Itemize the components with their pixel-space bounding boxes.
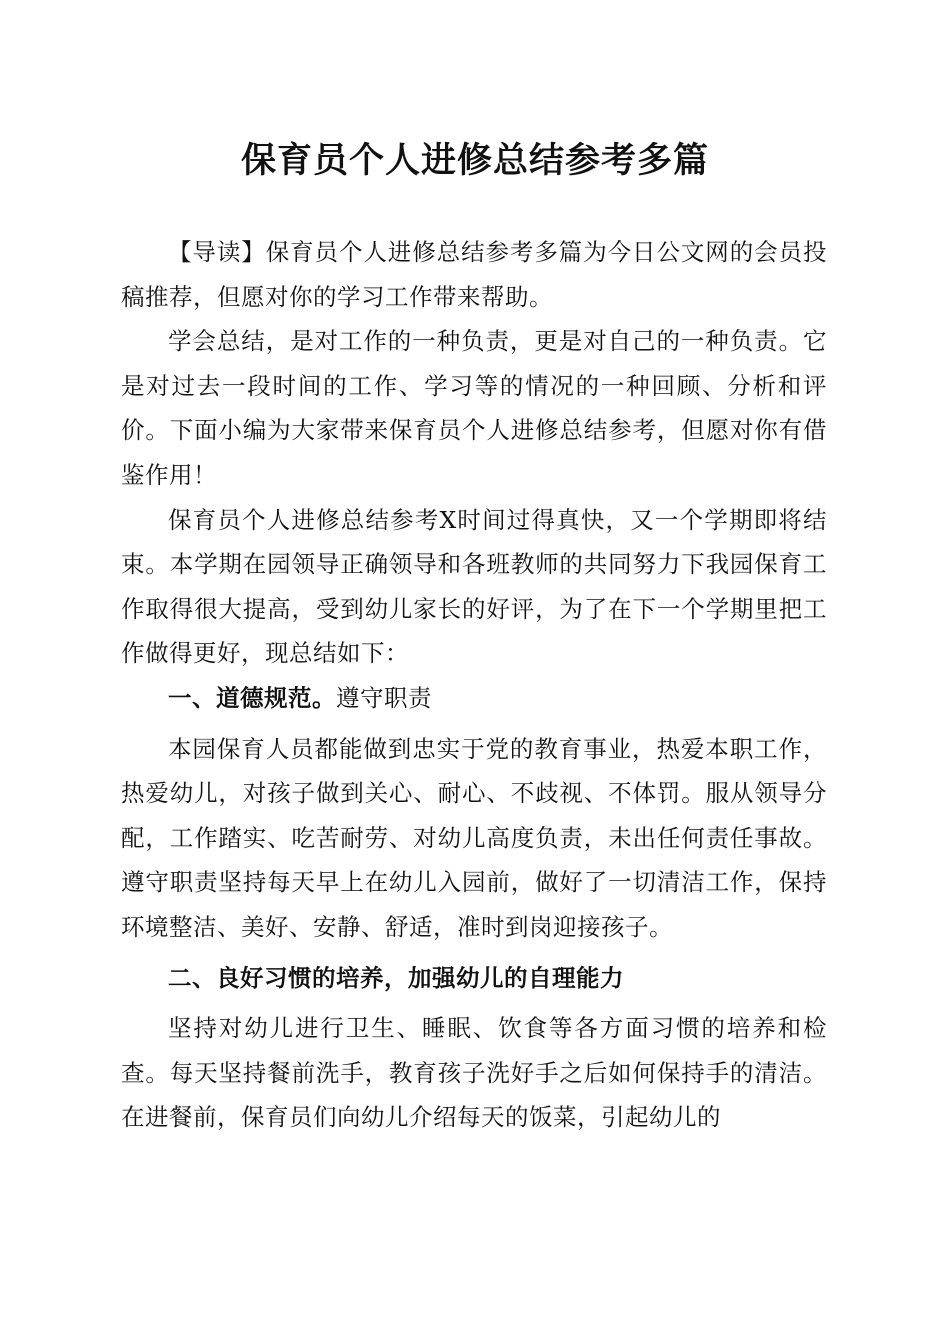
document-body: [121, 230, 827, 1140]
section-1-paragraph: 本园保育人员都能做到忠实于党的教育事业，热爱本职工作，热爱幼儿，对孩子做到关心、耐心、不歧视、不体罚。服从领导分配，工作踏实、吃苦耐劳、对幼儿高度负责，未出任何责任事故。遵守职责坚持每天早上在幼儿入园前，做好了一切清洁工作，保持环境整洁、美好、安静、舒适，准时到岗迎接孩子。: [121, 734, 827, 941]
intro-paragraph: 【导读】保育员个人进修总结参考多篇为今日公文网的会员投稿推荐，但愿对你的学习工作带来帮助。: [121, 238, 827, 311]
section-heading-1-bold: 一、道德规范。: [168, 683, 336, 712]
section-2-paragraph: 坚持对幼儿进行卫生、睡眠、饮食等各方面习惯的培养和检查。每天坚持餐前洗手，教育孩子洗好手之后如何保持手的清洁。在进餐前，保育员们向幼儿介绍每天的饭菜，引起幼儿的: [121, 1014, 827, 1132]
section-heading-2-text: 二、良好习惯的培养，加强幼儿的自理能力: [168, 963, 624, 992]
opening-paragraph: 保育员个人进修总结参考X时间过得真快，又一个学期即将结束。本学期在园领导正确领导和各班教师的共同努力下我园保育工作取得很大提高，受到幼儿家长的好评，为了在下一个学期里把工作做得更好，现总结如下：: [121, 505, 827, 668]
summary-paragraph: 学会总结，是对工作的一种负责，更是对自己的一种负责。它是对过去一段时间的工作、学习等的情况的一种回顾、分析和评价。下面小编为大家带来保育员个人进修总结参考，但愿对你有借鉴作用！: [121, 327, 827, 489]
section-heading-1-rest: 遵守职责: [336, 683, 432, 712]
section-heading-2: [121, 956, 827, 1001]
section-heading-1: [121, 676, 827, 721]
document-title: 保育员个人进修总结参考多篇: [240, 141, 709, 181]
